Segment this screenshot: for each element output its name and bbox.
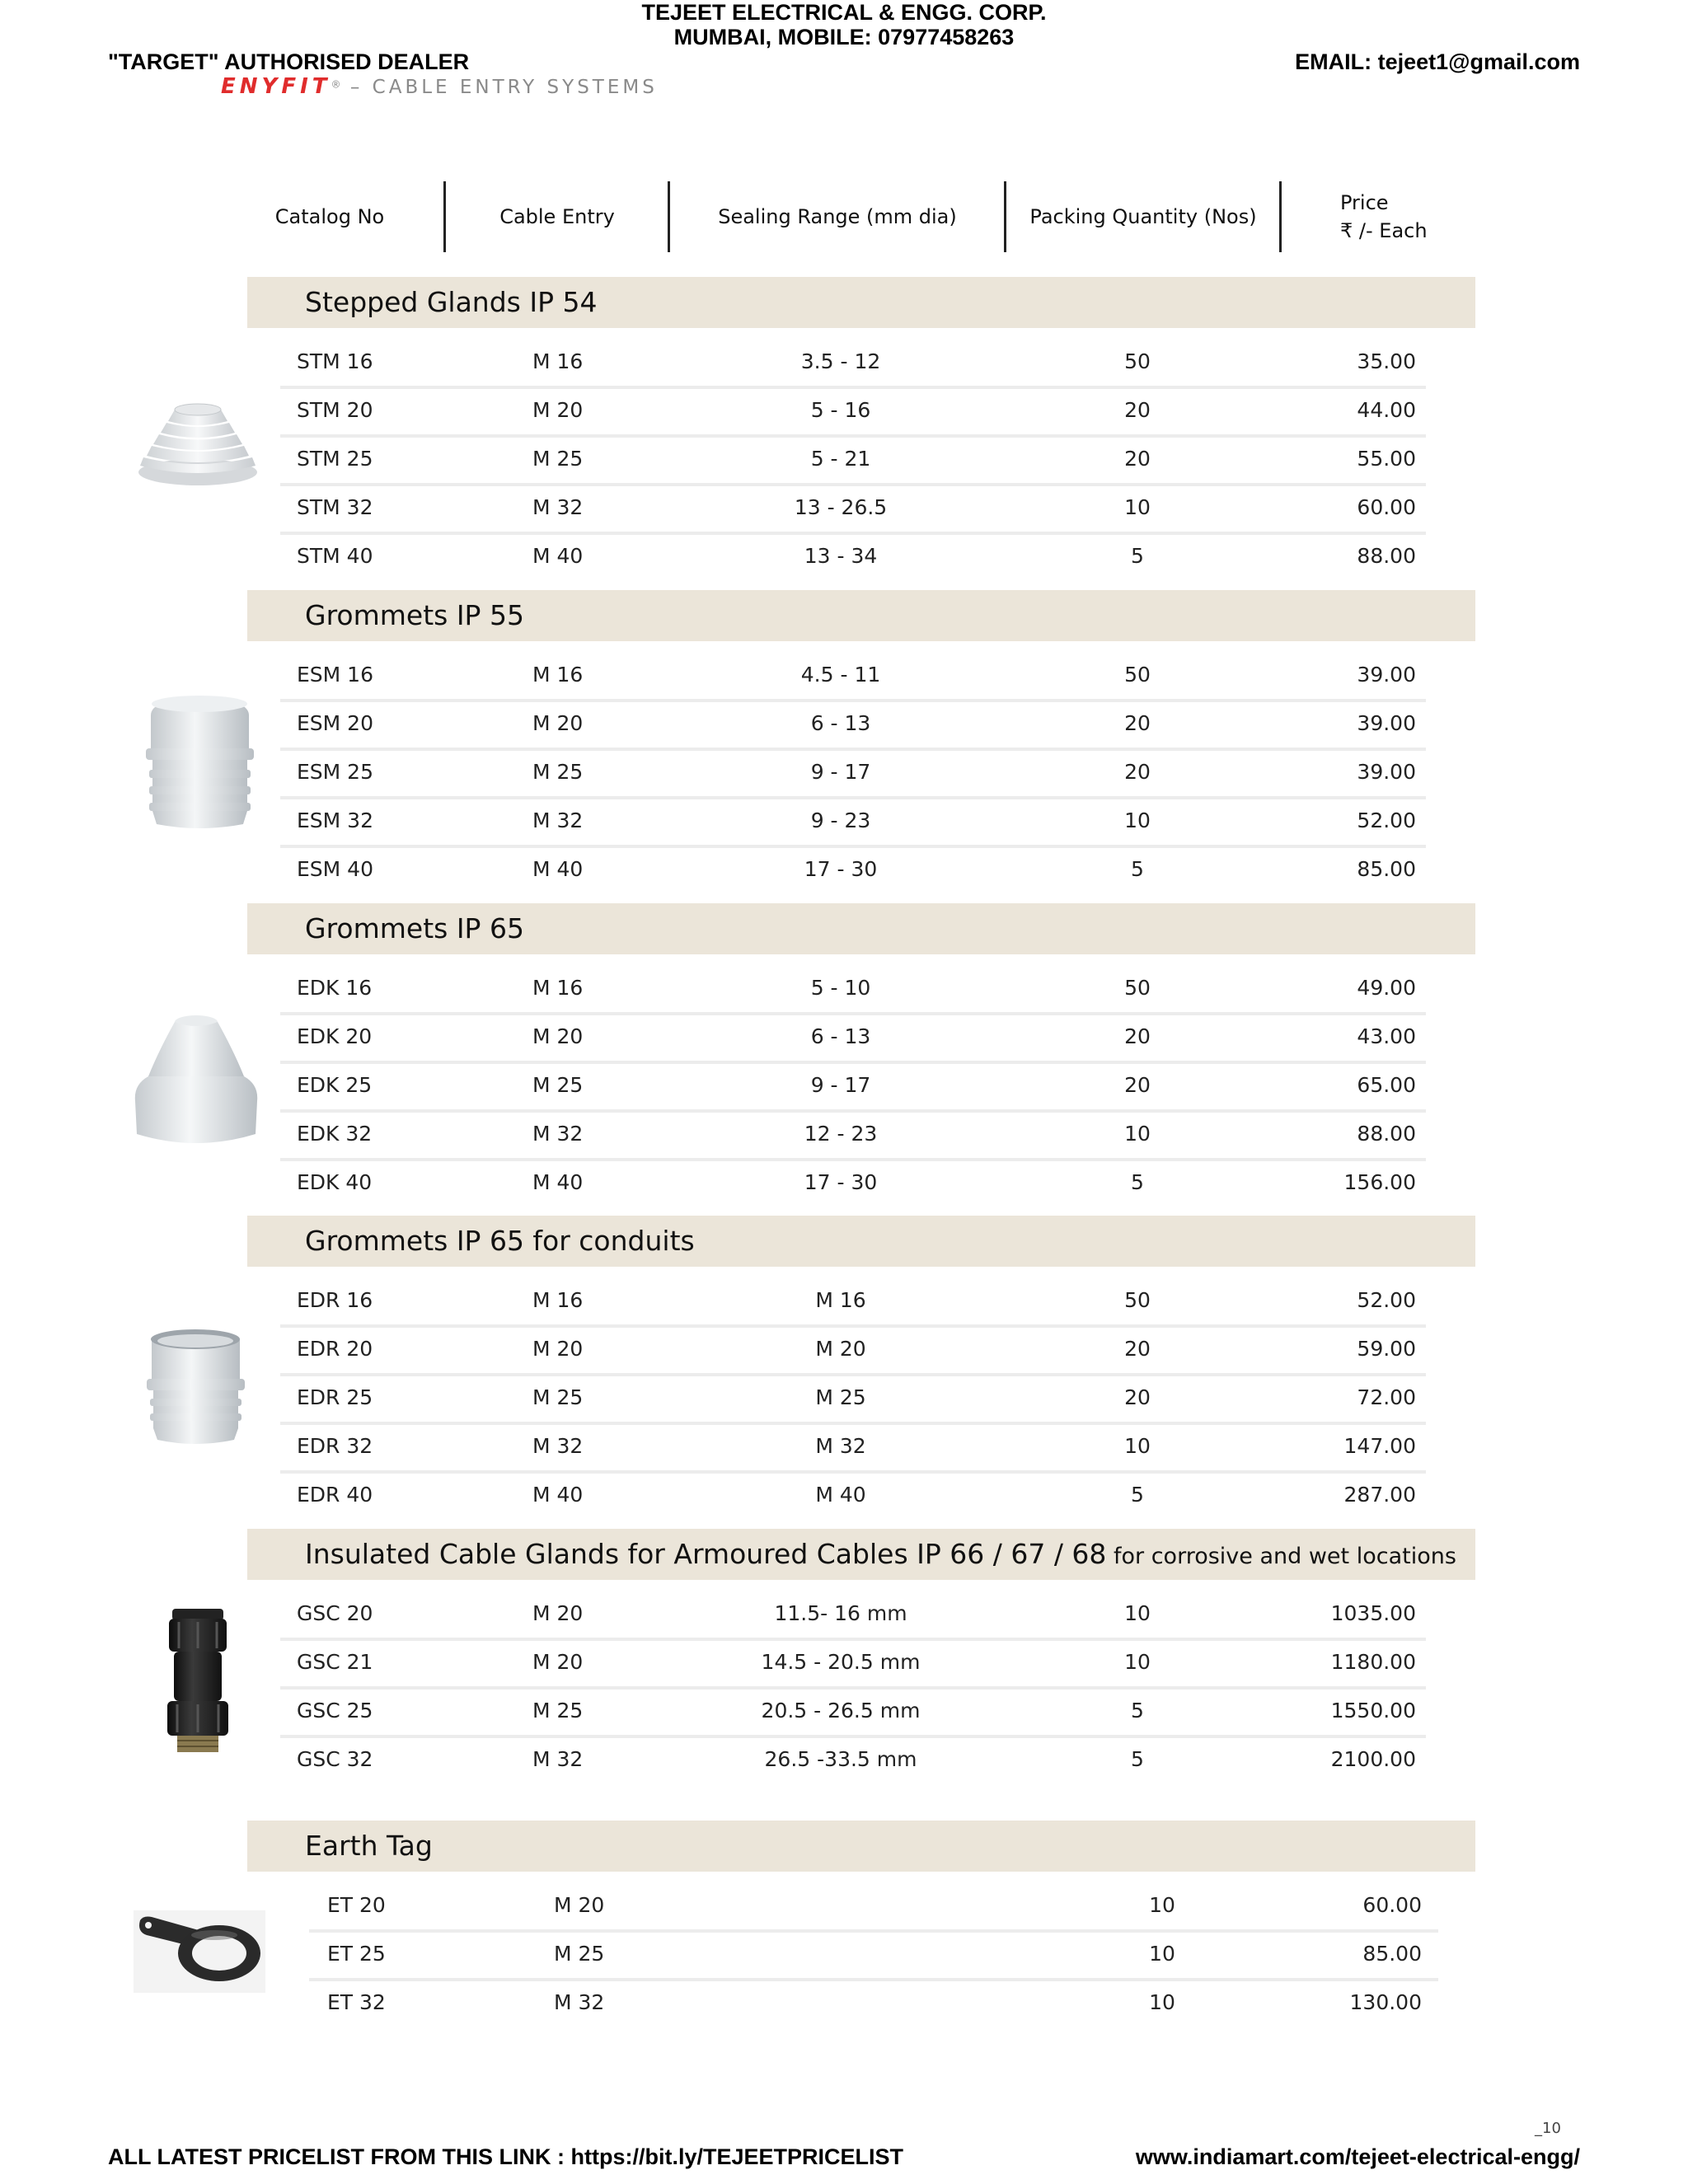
table-row: ESM 40 M 40 17 - 30 5 85.00: [297, 857, 1416, 881]
email-text: EMAIL: tejeet1@gmail.com: [1295, 49, 1580, 74]
table-row: ET 25 M 25 10 85.00: [309, 1930, 1438, 1981]
column-divider: [1004, 181, 1006, 252]
table-row: EDR 32 M 32 M 32 10 147.00: [280, 1422, 1426, 1474]
table-row: GSC 32 M 32 26.5 -33.5 mm 5 2100.00: [297, 1747, 1416, 1771]
table-row: EDR 25 M 25 M 25 20 72.00: [280, 1374, 1426, 1425]
section-header-armoured-cable-glands: [247, 1529, 1475, 1580]
table-row: STM 16 M 16 3.5 - 12 50 35.00: [280, 338, 1426, 389]
table-row: ESM 16 M 16 4.5 - 11 50 39.00: [280, 651, 1426, 702]
grommet-ip55-image: [136, 691, 264, 839]
table-row: STM 40 M 40 13 - 34 5 88.00: [297, 544, 1416, 568]
table-row: STM 25 M 25 5 - 21 20 55.00: [280, 435, 1426, 486]
column-header-price: [1282, 181, 1472, 252]
section-title: Stepped Glands IP 54: [305, 286, 598, 318]
section-header-stepped-glands: [247, 277, 1475, 328]
table-row: EDK 25 M 25 9 - 17 20 65.00: [280, 1062, 1426, 1113]
conduit-grommet-image: [140, 1323, 251, 1455]
page-number: _10: [1535, 2120, 1561, 2137]
price-header-line1: Price: [1340, 191, 1389, 214]
column-divider: [668, 181, 670, 252]
table-row: EDK 16 M 16 5 - 10 50 49.00: [280, 964, 1426, 1015]
table-row: EDK 20 M 20 6 - 13 20 43.00: [280, 1013, 1426, 1064]
table-row: STM 32 M 32 13 - 26.5 10 60.00: [280, 484, 1426, 535]
dealer-text: "TARGET" AUTHORISED DEALER: [108, 49, 470, 74]
section-header-grommets-ip55: [247, 590, 1475, 641]
brand-name: ENYFIT: [221, 74, 331, 99]
table-row: GSC 21 M 20 14.5 - 20.5 mm 10 1180.00: [280, 1638, 1426, 1690]
company-name: TEJEET ELECTRICAL & ENGG. CORP.: [641, 0, 1047, 25]
table-row: EDR 16 M 16 M 16 50 52.00: [280, 1277, 1426, 1328]
column-divider: [443, 181, 446, 252]
section-title: Grommets IP 55: [305, 599, 524, 631]
section-header-earth-tag: [247, 1821, 1475, 1872]
table-row: EDR 20 M 20 M 20 20 59.00: [280, 1325, 1426, 1376]
pricelist-link[interactable]: ALL LATEST PRICELIST FROM THIS LINK : https://bit.ly/TEJEETPRICELIST: [108, 2144, 903, 2169]
column-header-packing: Packing Quantity (Nos): [1029, 205, 1257, 228]
table-row: GSC 20 M 20 11.5- 16 mm 10 1035.00: [280, 1590, 1426, 1641]
table-row: ET 20 M 20 10 60.00: [309, 1882, 1438, 1933]
indiamart-link[interactable]: www.indiamart.com/tejeet-electrical-engg/: [1135, 2144, 1580, 2169]
company-address: MUMBAI, MOBILE: 07977458263: [673, 25, 1015, 49]
brand-logo: [221, 74, 658, 99]
table-row: ESM 25 M 25 9 - 17 20 39.00: [280, 748, 1426, 799]
column-divider: [1279, 181, 1282, 252]
armoured-cable-gland-image: [161, 1607, 235, 1764]
table-row: ESM 32 M 32 9 - 23 10 52.00: [280, 797, 1426, 848]
section-header-grommets-ip65: [247, 903, 1475, 954]
brand-reg-mark: ®: [331, 78, 341, 91]
section-title: Insulated Cable Glands for Armoured Cables IP 66 / 67 / 68 for corrosive and wet locations: [305, 1538, 1456, 1570]
table-row: EDK 32 M 32 12 - 23 10 88.00: [280, 1110, 1426, 1161]
column-header-cable-entry: Cable Entry: [499, 205, 615, 228]
table-row: EDR 40 M 40 M 40 5 287.00: [297, 1483, 1416, 1507]
table-row: STM 20 M 20 5 - 16 20 44.00: [280, 387, 1426, 438]
section-title: Earth Tag: [305, 1830, 433, 1862]
section-header-conduit-grommets: [247, 1216, 1475, 1267]
column-header-sealing: Sealing Range (mm dia): [718, 205, 957, 228]
column-header-catalog: Catalog No: [274, 205, 385, 228]
grommet-ip65-image: [125, 1010, 267, 1159]
brand-tagline: – CABLE ENTRY SYSTEMS: [340, 77, 658, 98]
earth-tag-image: [134, 1910, 265, 1993]
table-row: EDK 40 M 40 17 - 30 5 156.00: [297, 1170, 1416, 1194]
column-headers: [247, 181, 1475, 252]
section-title: Grommets IP 65: [305, 912, 524, 944]
table-row: GSC 25 M 25 20.5 - 26.5 mm 5 1550.00: [280, 1687, 1426, 1738]
section-title: Grommets IP 65 for conduits: [305, 1225, 695, 1257]
stepped-gland-image: [132, 400, 264, 490]
table-row: ESM 20 M 20 6 - 13 20 39.00: [280, 700, 1426, 751]
table-row: ET 32 M 32 10 130.00: [327, 1990, 1422, 2014]
price-header-line2: ₹ /- Each: [1340, 219, 1428, 242]
